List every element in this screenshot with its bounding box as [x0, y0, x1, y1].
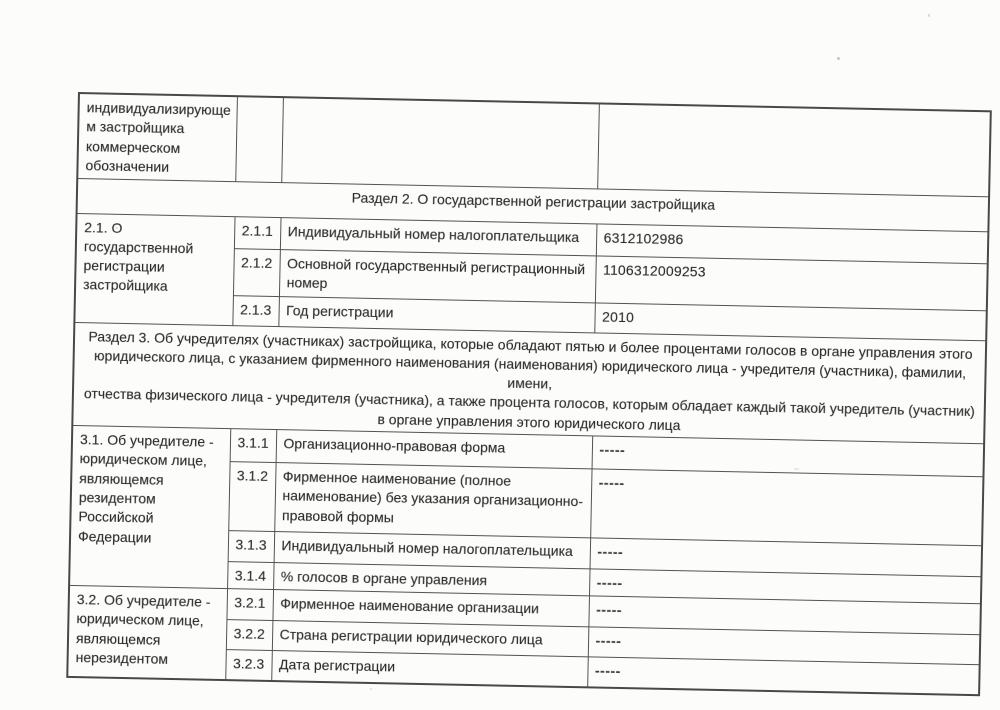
cell-number: 3.1.1: [230, 429, 277, 463]
cell-number-empty: [235, 96, 283, 182]
scan-speck: [928, 14, 930, 17]
cell-number: 2.1.3: [232, 295, 279, 326]
cell-descriptor-continuation: индивидуализирующе м застройщика коммерческом обозначении: [77, 93, 237, 181]
cell-value-placeholder: -----: [588, 596, 981, 635]
cell-label: Организационно-правовая форма: [276, 430, 593, 469]
section2-header: Раздел 2. О государственной регистрации застройщика: [77, 178, 990, 231]
cell-number: 3.1.4: [227, 562, 274, 590]
cell-label: % голосов в органе управления: [273, 563, 589, 596]
cell-value-placeholder: -----: [587, 657, 980, 695]
cell-value-reg-year: 2010: [594, 302, 987, 340]
cell-number: 3.2.2: [226, 620, 273, 651]
cell-label: Страна регистрации юридического лица: [272, 621, 589, 657]
cell-number: 3.1.2: [228, 462, 275, 532]
cell-descriptor-3-2: 3.2. Об учредителе - юридическом лице, являющемся нерезидентом: [67, 585, 227, 679]
cell-value-placeholder: -----: [590, 538, 983, 577]
cell-value-placeholder: -----: [589, 569, 981, 604]
section3-header: Раздел 3. Об учредителях (участниках) застройщика, которые обладают пятью и более процентами голосов в органе управления этого юридического лица, с указанием фирменного наименования (наименования) юридического лица - учредителя (участника), фамилии, имени, отчества физического лица - учредителя (участника), а также процента голосов, которым обладает каждый такой учредитель (участник) в органе управления этого юридического лица: [72, 322, 986, 444]
cell-number: 2.1.1: [234, 216, 281, 249]
cell-label-empty: [281, 97, 599, 188]
cell-descriptor-3-1: 3.1. Об учредителе - юридическом лице, являющемся резидентом Российской Федерации: [69, 426, 230, 589]
scan-speck: [837, 57, 840, 60]
cell-descriptor-2-1: 2.1. О государственной регистрации застройщика: [74, 213, 234, 325]
cell-value-empty: [597, 103, 991, 196]
cell-label: Основной государственный регистрационный номер: [279, 249, 596, 302]
cell-label: Фирменное наименование (полное наименование) без указания организационно- правовой формы: [274, 463, 591, 538]
cell-label: Индивидуальный номер налогоплательщика: [274, 532, 591, 569]
cell-value-placeholder: -----: [592, 436, 985, 477]
cell-label: Индивидуальный номер налогоплательщика: [280, 217, 597, 255]
cell-value-placeholder: -----: [590, 469, 983, 546]
cell-number: 3.2.3: [225, 650, 272, 681]
cell-number: 2.1.2: [233, 248, 280, 296]
cell-label: Дата регистрации: [271, 651, 588, 687]
cell-label: Фирменное наименование организации: [272, 590, 589, 627]
declaration-table: [66, 92, 992, 696]
cell-label: Год регистрации: [278, 296, 595, 332]
scan-speck: [370, 688, 372, 690]
cell-value-ogrn: 1106312009253: [595, 255, 988, 310]
cell-number: 3.1.3: [228, 531, 275, 563]
cell-value-placeholder: -----: [588, 627, 981, 665]
cell-value-inn: 6312102986: [596, 223, 989, 263]
table-row: [72, 322, 986, 444]
cell-number: 3.2.1: [226, 589, 273, 621]
